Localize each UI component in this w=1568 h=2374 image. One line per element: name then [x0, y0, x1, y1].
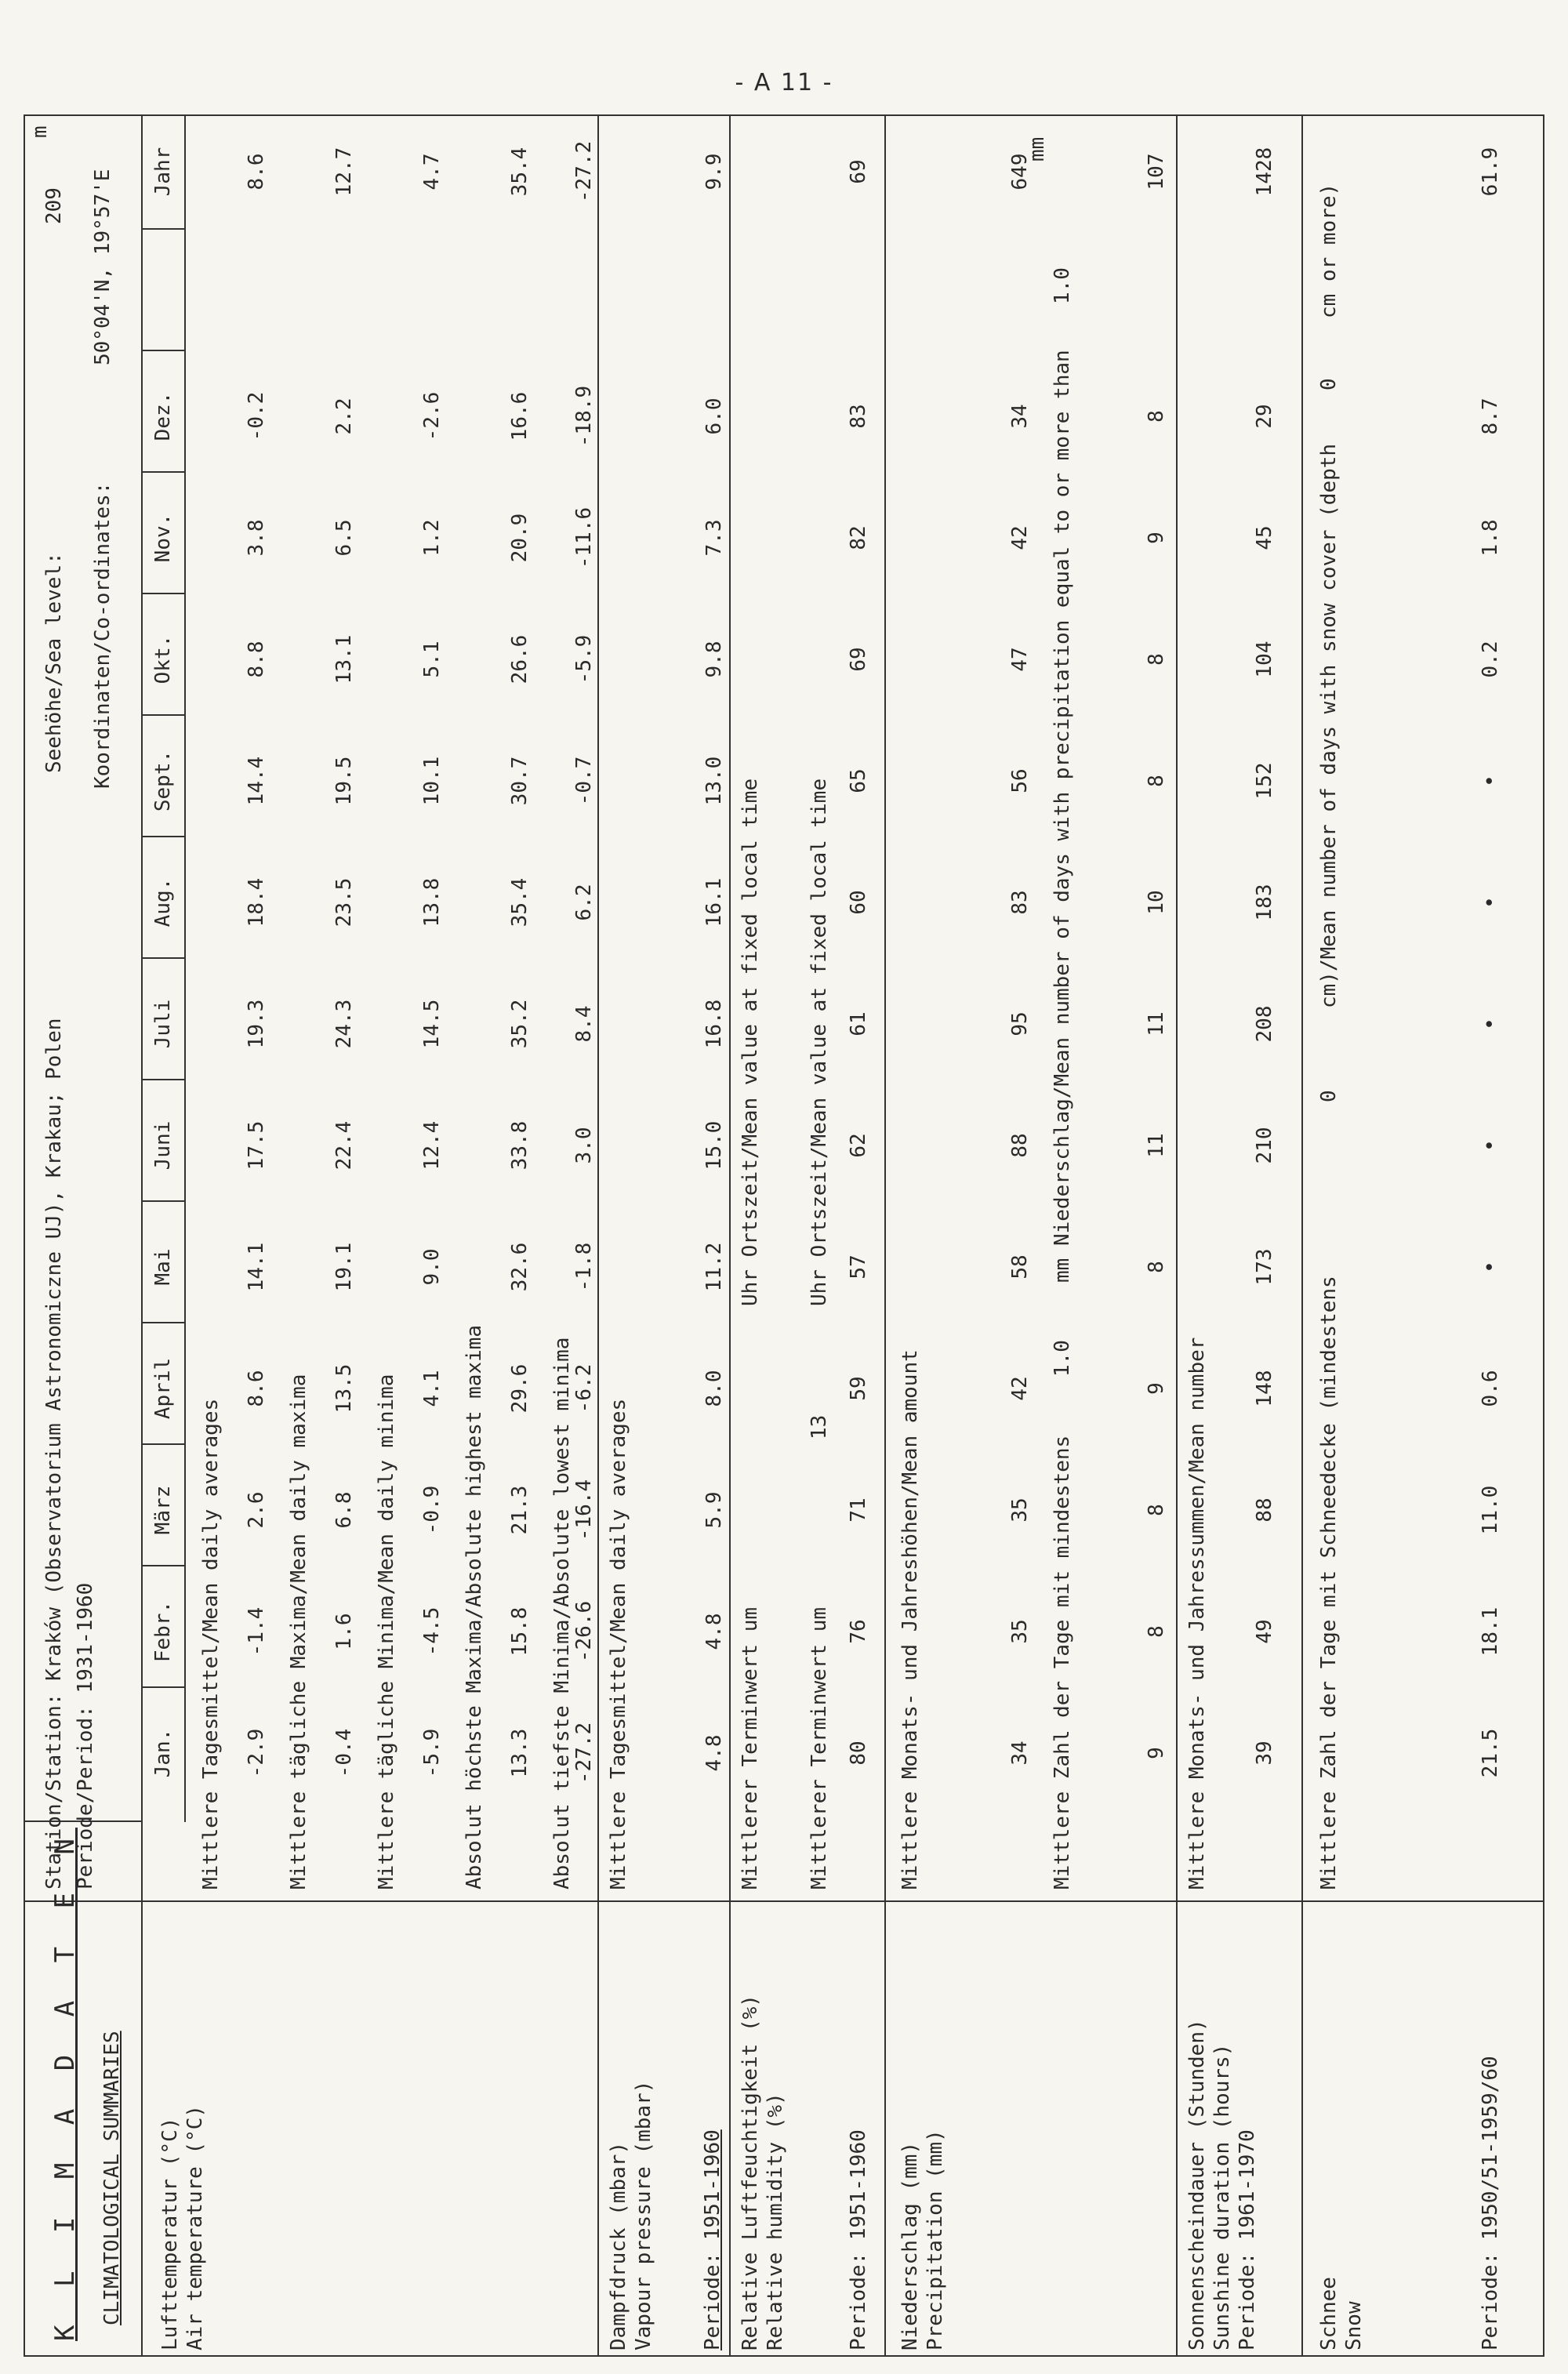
table-cell: 58: [1008, 1254, 1032, 1280]
table-cell: 8.4: [572, 1005, 596, 1043]
table-cell: 1428: [1253, 147, 1276, 197]
table-cell: 69: [847, 647, 870, 672]
table-cell: •: [1479, 896, 1502, 909]
sea-level-label: Seehöhe/Sea level:: [42, 552, 66, 773]
air-abs-max-heading: Absolut höchste Maxima/Absolute highest maxima: [463, 1324, 486, 1889]
table-cell: 83: [1008, 890, 1032, 915]
table-cell: 8: [1145, 653, 1168, 666]
snow-threshold: 0: [1317, 1090, 1341, 1102]
table-cell: 11.2: [702, 1242, 726, 1292]
table-cell: 104: [1253, 641, 1276, 678]
month-sep: [141, 1443, 184, 1445]
table-cell: -27.2: [572, 1722, 596, 1784]
humidity-label-de: Relative Luftfeuchtigkeit (%): [739, 1995, 762, 2350]
table-cell: 32.6: [508, 1242, 532, 1292]
table-cell: -16.4: [572, 1479, 596, 1541]
table-cell: 82: [847, 525, 870, 550]
table-cell: 3.0: [572, 1127, 596, 1164]
table-cell: 152: [1253, 762, 1276, 800]
sunshine-rule: [1176, 114, 1178, 2357]
page-number: - A 11 -: [735, 69, 833, 96]
sunshine-period: Periode: 1961-1970: [1236, 2129, 1259, 2350]
table-cell: 39: [1253, 1741, 1276, 1766]
table-cell: 29: [1253, 404, 1276, 429]
table-cell: 9: [1145, 532, 1168, 544]
table-cell: 15.8: [508, 1606, 532, 1657]
table-cell: 22.4: [332, 1120, 356, 1171]
table-cell: 10.1: [420, 756, 444, 806]
table-cell: 13.3: [508, 1728, 532, 1778]
table-cell: 2.6: [245, 1491, 268, 1529]
table-cell: 21.5: [1479, 1728, 1502, 1778]
table-cell: 13.0: [702, 756, 726, 806]
table-cell: 8.6: [245, 153, 268, 191]
month-header: Dez.: [151, 391, 175, 441]
station-period: Periode/Period: 1931-1960: [74, 1582, 97, 1889]
month-header-bottom-rule: [184, 116, 186, 1822]
table-cell: 4.1: [420, 1370, 444, 1407]
table-title: K L I M A D A T E N: [49, 1828, 81, 2341]
table-cell: 13.8: [420, 877, 444, 927]
table-cell: 61: [847, 1011, 870, 1036]
month-header: Mai: [151, 1248, 175, 1286]
table-cell: 6.5: [332, 519, 356, 557]
table-cell: 8: [1145, 410, 1168, 423]
sunshine-label-en: Sunshine duration (hours): [1210, 2043, 1234, 2350]
month-sep: [141, 1200, 184, 1202]
table-cell: -5.9: [420, 1728, 444, 1778]
table-cell: •: [1479, 1018, 1502, 1030]
table-cell: 35.4: [508, 877, 532, 927]
table-cell: 6.0: [702, 397, 726, 435]
table-cell: -1.4: [245, 1606, 268, 1657]
table-cell: -0.7: [572, 756, 596, 806]
vapour-pressure-label-de: Dampfdruck (mbar): [607, 2141, 630, 2350]
precip-days-threshold: 1.0: [1051, 1340, 1074, 1377]
table-cell: 60: [847, 890, 870, 915]
table-cell: 83: [847, 404, 870, 429]
table-cell: •: [1479, 775, 1502, 787]
humidity-fixed-time-heading-2: Mittlerer Terminwert um: [808, 1606, 831, 1889]
snow-period: Periode: 1950/51-1959/60: [1479, 2056, 1502, 2350]
table-cell: 16.1: [702, 877, 726, 927]
table-bottom-rule: [1543, 114, 1544, 2357]
table-cell: 35.4: [508, 147, 532, 197]
table-cell: 8: [1145, 1504, 1168, 1516]
table-cell: 18.1: [1479, 1606, 1502, 1657]
snow-threshold-2: 0: [1317, 378, 1341, 390]
table-cell: 13.5: [332, 1363, 356, 1414]
table-cell: 11.0: [1479, 1485, 1502, 1535]
month-header: Sept.: [151, 750, 175, 812]
humidity-label-en: Relative humidity (%): [764, 2093, 787, 2350]
vapour-rule: [597, 114, 599, 2357]
table-subtitle: CLIMATOLOGICAL SUMMARIES: [100, 2031, 124, 2325]
table-cell: 65: [847, 768, 870, 793]
table-cell: 10: [1145, 890, 1168, 915]
month-header: Nov.: [151, 513, 175, 563]
month-header: März: [151, 1485, 175, 1535]
humidity-fixed-time-heading-1-en: Uhr Ortszeit/Mean value at fixed local time: [739, 778, 762, 1306]
table-cell: 14.5: [420, 999, 444, 1049]
table-cell: 62: [847, 1133, 870, 1158]
table-cell: 26.6: [508, 634, 532, 684]
table-cell: -1.8: [572, 1242, 596, 1292]
month-header: Febr.: [151, 1600, 175, 1663]
table-cell: 30.7: [508, 756, 532, 806]
air-min-daily-heading: Mittlere tägliche Minima/Mean daily minima: [375, 1374, 398, 1889]
month-sep: [141, 471, 184, 473]
sea-level-unit: m: [28, 125, 52, 138]
table-cell: 76: [847, 1619, 870, 1644]
humidity-rule: [729, 114, 731, 2357]
table-cell: 15.0: [702, 1120, 726, 1171]
month-header: Juli: [151, 999, 175, 1049]
month-sep: [141, 957, 184, 959]
table-cell: 1.2: [420, 519, 444, 557]
table-cell: 34: [1008, 1741, 1032, 1766]
table-cell: 61.9: [1479, 147, 1502, 197]
table-cell: -2.6: [420, 391, 444, 441]
table-cell: 9.9: [702, 153, 726, 191]
table-cell: 7.3: [702, 519, 726, 557]
table-cell: 33.8: [508, 1120, 532, 1171]
table-cell: 14.1: [245, 1242, 268, 1292]
table-cell: 24.3: [332, 999, 356, 1049]
month-header: Aug.: [151, 877, 175, 927]
table-cell: -27.2: [572, 140, 596, 203]
month-sep: [141, 593, 184, 594]
vapour-mean-daily-heading: Mittlere Tagesmittel/Mean daily averages: [607, 1398, 630, 1889]
table-cell: 11: [1145, 1011, 1168, 1036]
table-cell: 56: [1008, 768, 1032, 793]
air-temperature-label-en: Air temperature (°C): [183, 2104, 207, 2350]
table-cell: 0.6: [1479, 1370, 1502, 1407]
sunshine-label-de: Sonnenscheindauer (Stunden): [1185, 2019, 1209, 2350]
table-top-rule: [24, 114, 25, 2357]
table-cell: 8.8: [245, 641, 268, 678]
table-cell: -2.9: [245, 1728, 268, 1778]
month-header: Jahr: [151, 147, 175, 197]
table-cell: 5.9: [702, 1491, 726, 1529]
table-cell: •: [1479, 1139, 1502, 1152]
table-cell: 35.2: [508, 999, 532, 1049]
month-sep: [141, 1686, 184, 1688]
table-cell: 208: [1253, 1005, 1276, 1043]
month-sep: [141, 1322, 184, 1323]
table-cell: 173: [1253, 1248, 1276, 1286]
table-cell: -11.6: [572, 506, 596, 569]
table-cell: 8.6: [245, 1370, 268, 1407]
table-cell: 45: [1253, 525, 1276, 550]
humidity-fixed-time-heading-2-en: Uhr Ortszeit/Mean value at fixed local time: [808, 778, 831, 1306]
table-cell: 16.6: [508, 391, 532, 441]
table-cell: 23.5: [332, 877, 356, 927]
table-cell: -26.6: [572, 1600, 596, 1663]
table-cell: 2.2: [332, 397, 356, 435]
month-sep: [141, 714, 184, 716]
table-cell: -0.4: [332, 1728, 356, 1778]
table-cell: -18.9: [572, 385, 596, 448]
humidity-period: Periode: 1951-1960: [847, 2129, 870, 2350]
snow-heading-en: cm)/Mean number of days with snow cover (depth: [1317, 443, 1341, 1008]
table-cell: 18.4: [245, 877, 268, 927]
month-sep: [141, 836, 184, 837]
precipitation-label-en: Precipitation (mm): [924, 2129, 947, 2350]
table-cell: 8.0: [702, 1370, 726, 1407]
sunshine-heading: Mittlere Monats- und Jahressummen/Mean number: [1185, 1337, 1209, 1889]
air-max-daily-heading: Mittlere tägliche Maxima/Mean daily maxima: [287, 1374, 310, 1889]
precip-days-heading-en: mm Niederschlag/Mean number of days with precipitation equal to or more than: [1051, 350, 1074, 1283]
month-sep: [141, 350, 184, 351]
table-cell: 8.7: [1479, 397, 1502, 435]
table-cell: 35: [1008, 1497, 1032, 1523]
table-cell: -0.2: [245, 391, 268, 441]
table-cell: 1.6: [332, 1613, 356, 1650]
air-abs-min-heading: Absolut tiefste Minima/Absolute lowest minima: [550, 1337, 574, 1889]
table-cell: 107: [1145, 153, 1168, 191]
table-cell: 4.7: [420, 153, 444, 191]
table-cell: 88: [1008, 1133, 1032, 1158]
air-temperature-label-de: Lufttemperatur (°C): [158, 2117, 182, 2350]
snow-label-de: Schnee: [1317, 2277, 1341, 2350]
table-cell: 13.1: [332, 634, 356, 684]
month-header: Juni: [151, 1120, 175, 1171]
table-cell: 16.8: [702, 999, 726, 1049]
month-header: Jan.: [151, 1728, 175, 1778]
table-cell: 3.8: [245, 519, 268, 557]
vapour-period: Periode: 1951-1960: [701, 2129, 724, 2350]
table-cell: -0.9: [420, 1485, 444, 1535]
month-sep: [141, 1079, 184, 1080]
table-cell: 35: [1008, 1619, 1032, 1644]
label-column-rule: [24, 1900, 1544, 1902]
table-cell: 47: [1008, 647, 1032, 672]
sea-level-value: 209: [42, 187, 66, 224]
table-cell: 19.5: [332, 756, 356, 806]
table-cell: 9.8: [702, 641, 726, 678]
snow-rule: [1301, 114, 1303, 2357]
table-cell: 0.2: [1479, 641, 1502, 678]
precip-rule: [884, 114, 886, 2357]
table-cell: 29.6: [508, 1363, 532, 1414]
month-sep: [141, 1565, 184, 1566]
table-cell: 9: [1145, 1747, 1168, 1759]
table-cell: 42: [1008, 525, 1032, 550]
table-cell: 148: [1253, 1370, 1276, 1407]
month-sep: [141, 228, 184, 230]
table-cell: 6.2: [572, 884, 596, 921]
coordinates-label: Koordinaten/Co-ordinates:: [91, 481, 114, 789]
vapour-pressure-label-en: Vapour pressure (mbar): [632, 2080, 655, 2350]
precip-days-heading: Mittlere Zahl der Tage mit mindestens: [1051, 1435, 1074, 1889]
table-cell: 8: [1145, 775, 1168, 787]
station-name: Station/Station: Kraków (Observatorium Astronomiczne UJ), Krakau; Polen: [42, 1018, 66, 1889]
table-cell: 88: [1253, 1497, 1276, 1523]
table-cell: 69: [847, 159, 870, 184]
table-cell: 210: [1253, 1127, 1276, 1164]
table-cell: 183: [1253, 884, 1276, 921]
table-cell: 49: [1253, 1619, 1276, 1644]
table-cell: 12.4: [420, 1120, 444, 1171]
table-cell: -6.2: [572, 1363, 596, 1414]
table-cell: •: [1479, 1261, 1502, 1273]
table-cell: 71: [847, 1497, 870, 1523]
table-cell: 14.4: [245, 756, 268, 806]
snow-heading-en-end: cm or more): [1317, 183, 1341, 318]
table-cell: 59: [847, 1376, 870, 1401]
table-cell: 95: [1008, 1011, 1032, 1036]
precip-amount-heading: Mittlere Monats- und Jahreshöhen/Mean amount: [898, 1349, 922, 1889]
table-cell: 649: [1008, 153, 1032, 191]
table-cell: 19.1: [332, 1242, 356, 1292]
table-cell: -4.5: [420, 1606, 444, 1657]
month-header: Okt.: [151, 634, 175, 684]
table-cell: 6.8: [332, 1491, 356, 1529]
humidity-fixed-time-heading-1: Mittlerer Terminwert um: [739, 1606, 762, 1889]
climate-table-sheet: [24, 114, 1544, 2357]
table-cell: 5.1: [420, 641, 444, 678]
precip-days-threshold-2: 1.0: [1051, 267, 1074, 304]
table-cell: 21.3: [508, 1485, 532, 1535]
table-cell: 12.7: [332, 147, 356, 197]
table-cell: 19.3: [245, 999, 268, 1049]
table-cell: 20.9: [508, 513, 532, 563]
snow-label-en: Snow: [1342, 2301, 1366, 2350]
table-cell: 57: [847, 1254, 870, 1280]
table-cell: 1.8: [1479, 519, 1502, 557]
table-cell: 4.8: [702, 1613, 726, 1650]
coordinates-value: 50°04'N, 19°57'E: [91, 169, 114, 365]
humidity-fixed-hour: 13: [808, 1414, 831, 1439]
precip-days-unit: mm: [1025, 136, 1049, 162]
precipitation-label-de: Niederschlag (mm): [898, 2141, 922, 2350]
table-cell: 4.8: [702, 1734, 726, 1772]
table-cell: 9: [1145, 1382, 1168, 1395]
table-right-rule: [24, 114, 1544, 116]
table-cell: 80: [847, 1741, 870, 1766]
table-cell: 34: [1008, 404, 1032, 429]
table-left-rule: [24, 2355, 1544, 2357]
air-mean-daily-heading: Mittlere Tagesmittel/Mean daily averages: [199, 1398, 223, 1889]
table-cell: 8: [1145, 1261, 1168, 1273]
table-cell: 17.5: [245, 1120, 268, 1171]
table-cell: 8: [1145, 1625, 1168, 1638]
table-cell: 11: [1145, 1133, 1168, 1158]
table-cell: 42: [1008, 1376, 1032, 1401]
table-cell: 9.0: [420, 1248, 444, 1286]
snow-heading: Mittlere Zahl der Tage mit Schneedecke (mindestens: [1317, 1276, 1341, 1889]
month-header: April: [151, 1357, 175, 1420]
table-cell: -5.9: [572, 634, 596, 684]
